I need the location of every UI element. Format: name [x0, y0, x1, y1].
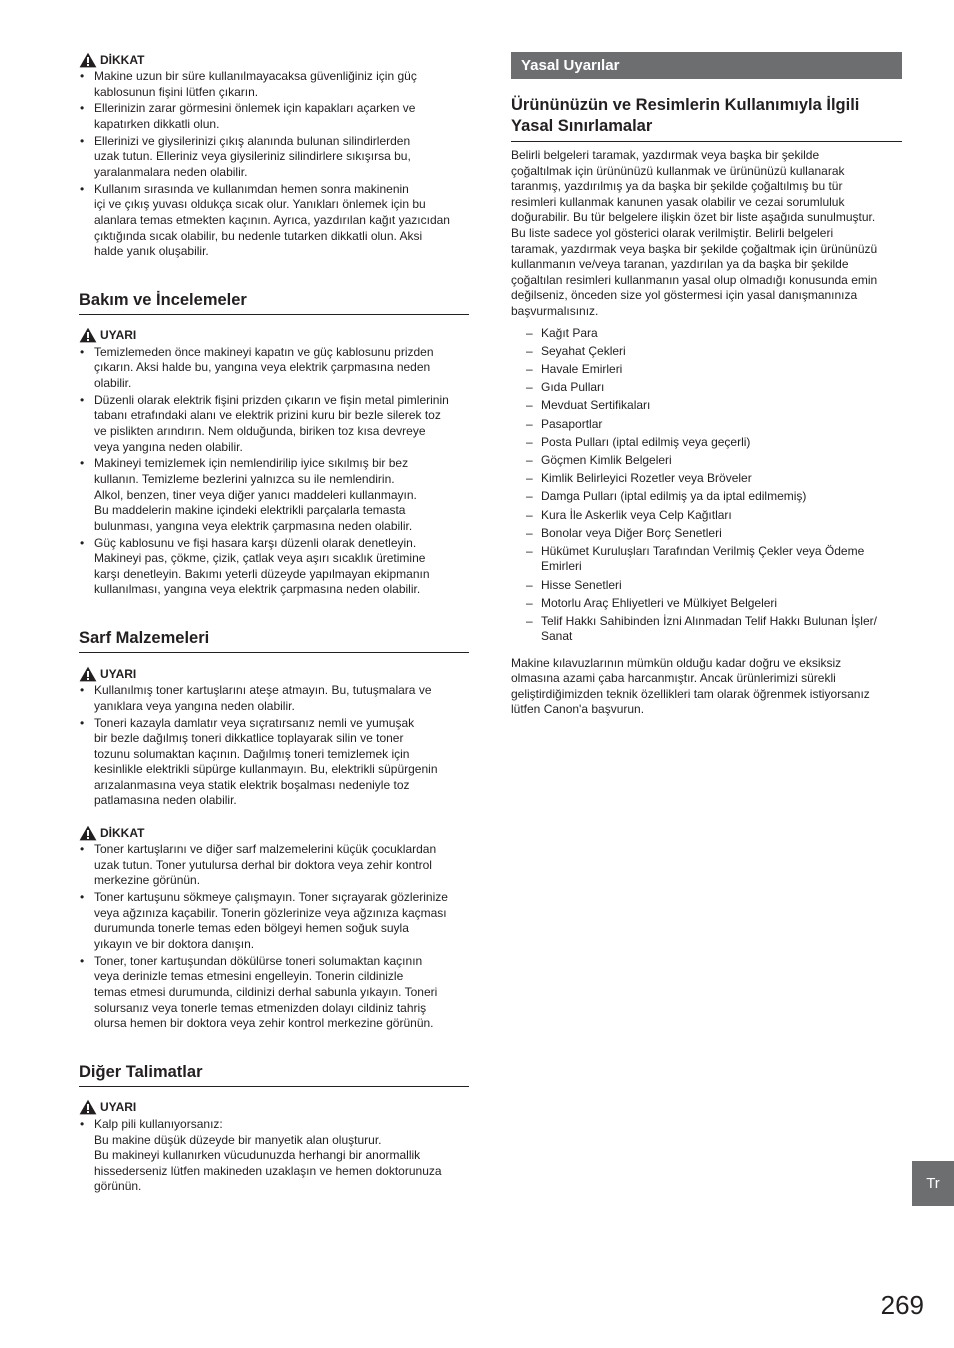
list-item: [511, 508, 902, 523]
list-item-line: • Düzenli olarak elektrik fişini prizden çıkarın ve fişin metal pimlerinin: [94, 392, 449, 407]
caution-list: [79, 69, 469, 260]
list-item-line: halde yanık oluşabilir.: [94, 244, 209, 259]
paragraph-line: değilseniz, önceden size yol göstermesi için yasal danışmanınıza: [511, 288, 858, 303]
list-item-line: • Temizlemeden önce makineyi kapatın ve güç kablosunu prizden: [94, 344, 434, 359]
list-item-line: – Telif Hakkı Sahibinden İzni Alınmadan Telif Hakkı Bulunan İşler/: [541, 613, 877, 628]
list-item: [79, 716, 469, 810]
caution-heading: [79, 50, 469, 69]
list-item-line: – Motorlu Araç Ehliyetleri ve Mülkiyet Belgeleri: [541, 595, 778, 610]
paragraph-line: resimleri kullanmak kanunen yasak olabilir ve cezai sorumluluk: [511, 194, 845, 209]
list-item: [511, 453, 902, 468]
list-item-line: durumunda tonerle temas eden bölgeyi hemen soğuk suyla: [94, 921, 409, 936]
list-item-line: uzak tutun. Toner yutulursa derhal bir doktora veya zehir kontrol: [94, 857, 432, 872]
list-item-line: • Kullanılmış toner kartuşlarını ateşe atmayın. Bu, tutuşmalara ve: [94, 683, 432, 698]
list-item-line: kapatırken dikkatli olun.: [94, 116, 220, 131]
legal-intro: [511, 148, 902, 320]
list-item-line: temas etmesi durumunda, cildinizi derhal sabunla yıkayın. Toneri: [94, 984, 438, 999]
warning-heading: [79, 664, 469, 683]
paragraph-line: Bu liste sadece yol gösterici olarak verilmiştir. Belirli belgeleri: [511, 225, 834, 240]
list-item: [511, 489, 902, 504]
list-item-line: – Seyahat Çekleri: [541, 343, 626, 358]
list-item-line: – Bonolar veya Diğer Borç Senetleri: [541, 525, 722, 540]
legal-title-line: Yasal Sınırlamalar: [511, 117, 653, 135]
list-item: [511, 362, 902, 377]
list-item: [79, 182, 469, 260]
paragraph-line: çoğaltılmak için ürününüzü kullanmak ve ürününüzü kullanarak: [511, 163, 845, 178]
list-item-line: veya ağzınıza kaçabilir. Tonerin gözlerinize veya ağzınıza kaçması: [94, 905, 447, 920]
list-item: [511, 417, 902, 432]
paragraph-line: kullanmanın ve/veya taranan, yazdırılan ya da başka bir şekilde: [511, 257, 849, 272]
list-item: [511, 578, 902, 593]
paragraph-line: taramak, yazdırmak veya başka bir şekilde çoğaltmak için ürününüzü: [511, 241, 878, 256]
list-item-line: bulunması, yangına veya elektrik çarpmasına neden olabilir.: [94, 518, 413, 533]
list-item: [511, 526, 902, 541]
list-item-line: kullanın. Temizleme bezlerini yalnızca su ile nemlendirin.: [94, 472, 395, 486]
paragraph-line: başvurmalısınız.: [511, 303, 599, 318]
list-item: [511, 596, 902, 611]
list-item-line: merkezine görünün.: [94, 873, 201, 888]
maintenance-warning-list: [79, 345, 469, 598]
list-item-line: • Güç kablosunu ve fişi hasara karşı düzenli olarak denetleyin.: [94, 535, 417, 550]
list-item-line: – Posta Pulları (iptal edilmiş veya geçerli): [541, 434, 751, 449]
legal-title: [511, 95, 902, 142]
warning-triangle-icon: [79, 825, 97, 841]
list-item-line: görünün.: [94, 1179, 142, 1194]
list-item-line: arızalanmasına veya statik elektrik boşalması nedeniyle toz: [94, 777, 410, 792]
list-item: [511, 398, 902, 413]
list-item-line: uzak tutun. Elleriniz veya giysileriniz silindirlere sıkışırsa bu,: [94, 149, 411, 164]
language-tab: Tr: [912, 1161, 954, 1206]
warning-heading: [79, 326, 469, 345]
list-item-line: solursanız veya tonerle temas etmenizden dolayı cildiniz tahriş: [94, 1000, 427, 1015]
legal-closing: [511, 656, 902, 718]
list-item-line: – Hükümet Kuruluşları Tarafından Verilmiş Çekler veya Ödeme: [541, 543, 865, 558]
section-title-consumables: Sarf Malzemeleri: [79, 629, 469, 653]
list-item: [79, 1117, 469, 1195]
restricted-documents-list: [511, 326, 902, 645]
warning-heading: [79, 1098, 469, 1117]
list-item-line: tozunu solumaktan kaçının. Dağılmış toneri temizlemek için: [94, 746, 410, 761]
paragraph-line: çoğaltılan resimleri kullanmanın yasal olup olmadığı konusunda emin: [511, 272, 878, 287]
warning-triangle-icon: [79, 52, 97, 68]
list-item: [511, 326, 902, 341]
list-item-line: alanlara temas etmekten kaçının. Ayrıca, yazdırılan kağıt yazıcıdan: [94, 212, 450, 227]
warning-triangle-icon: [79, 1099, 97, 1115]
list-item-line: – Pasaportlar: [541, 416, 603, 431]
list-item-line: çıktığında sıcak olabilir, bu nedenle tutarken dikkatli olun. Aksi: [94, 228, 423, 243]
list-item-line: • Makineyi temizlemek için nemlendirilip iyice sıkılmış bir bez: [94, 456, 409, 471]
list-item-line: • Ellerinizi ve giysilerinizi çıkış alanında bulunan silindirlerden: [94, 133, 411, 148]
list-item-line: • Makine uzun bir süre kullanılmayacaksa güvenliğiniz için güç: [94, 69, 417, 83]
list-item-line: Bu makine düşük düzeyde bir manyetik alan oluşturur.: [94, 1132, 382, 1147]
list-item-line: – Havale Emirleri: [541, 361, 623, 376]
section-title-other: Diğer Talimatlar: [79, 1063, 469, 1087]
right-column: [511, 52, 902, 718]
list-item-line: • Kalp pili kullanıyorsanız:: [94, 1116, 223, 1131]
list-item: [79, 393, 469, 455]
legal-title-line: Ürününüzün ve Resimlerin Kullanımıyla İlgili: [511, 96, 860, 114]
caution-heading: [79, 823, 469, 842]
list-item: [79, 683, 469, 714]
warning-label: UYARI: [100, 328, 137, 343]
list-item-line: – Gıda Pulları: [541, 380, 605, 395]
list-item-line: çıkarın. Aksi halde bu, yangına veya elektrik çarpmasına neden: [94, 360, 431, 375]
consumables-warning-list: [79, 683, 469, 809]
list-item: [511, 435, 902, 450]
list-item: [79, 69, 469, 100]
list-item-line: • Toner, toner kartuşundan dökülürse toneri solumaktan kaçının: [94, 953, 423, 968]
paragraph-line: taranmış, yazdırılmış ya da başka bir şekilde çoğaltılmış bu tür: [511, 179, 843, 194]
list-item-line: karşı denetleyin. Bakımı yeterli düzeyde yapılmayan ekipmanın: [94, 566, 430, 581]
list-item: [79, 954, 469, 1032]
list-item-line: yaralanmalara neden olabilir.: [94, 164, 248, 179]
other-warning-list: [79, 1117, 469, 1195]
list-item-line: kullanılması, yangına veya elektrik çarpmasına neden olabilir.: [94, 582, 421, 597]
list-item: [511, 614, 902, 645]
paragraph-line: lütfen Canon'a başvurun.: [511, 702, 645, 717]
list-item: [79, 345, 469, 392]
list-item-line: – Mevduat Sertifikaları: [541, 398, 651, 413]
list-item: [79, 842, 469, 889]
list-item: [511, 344, 902, 359]
list-item-line: • Toner kartuşlarını ve diğer sarf malzemelerini küçük çocuklardan: [94, 842, 437, 857]
warning-triangle-icon: [79, 327, 97, 343]
list-item-line: – Göçmen Kimlik Belgeleri: [541, 452, 672, 467]
list-item-line: – Hisse Senetleri: [541, 577, 622, 592]
list-item: [511, 471, 902, 486]
section-title-maintenance: Bakım ve İncelemeler: [79, 291, 469, 315]
list-item-line: Makineyi pas, çökme, çizik, çatlak veya aşırı sıcaklık üretimine: [94, 551, 426, 566]
paragraph-line: Makine kılavuzlarının mümkün olduğu kadar doğru ve eksiksiz: [511, 655, 842, 670]
section-banner: Yasal Uyarılar: [511, 52, 902, 79]
list-item-line: • Toner kartuşunu sökmeye çalışmayın. Toner sıçrayarak gözlerinize: [94, 890, 448, 905]
list-item-line: olabilir.: [94, 376, 132, 391]
list-item-line: • Toneri kazayla damlatır veya sıçratırsanız nemli ve yumuşak: [94, 715, 415, 730]
list-item-line: kablosunun fişini lütfen çıkarın.: [94, 84, 259, 99]
list-item-line: tabanı etrafındaki alanı ve elektrik prizini kuru bir bezle silerek toz: [94, 408, 441, 423]
paragraph-line: olmasına azami çaba harcanmıştır. Ancak ürünlerimizi sürekli: [511, 671, 836, 686]
list-item-line: • Kullanım sırasında ve kullanımdan hemen sonra makinenin: [94, 181, 409, 196]
list-item-line: hissederseniz lütfen makineden uzaklaşın ve hemen doktorunuza: [94, 1163, 442, 1178]
list-item-line: ve pislikten arındırın. Nem olduğunda, biriken toz kısa devreye: [94, 424, 426, 439]
list-item: [79, 134, 469, 181]
list-item-line: Alkol, benzen, tiner veya diğer yanıcı maddeleri kullanmayın.: [94, 487, 417, 502]
list-item-line: olursa hemen bir doktora veya zehir kontrol merkezine görünün.: [94, 1016, 434, 1031]
list-item-line: yanıklara veya yangına neden olabilir.: [94, 698, 295, 713]
paragraph-line: geliştirdiğimizden teknik özellikleri tam olarak öğrenmek istiyorsanız: [511, 686, 870, 701]
consumables-caution-list: [79, 842, 469, 1032]
list-item: [79, 456, 469, 534]
list-item-line: – Kimlik Belirleyici Rozetler veya Bröveler: [541, 471, 752, 486]
caution-label: DİKKAT: [100, 825, 145, 840]
list-item-line: patlamasına neden olabilir.: [94, 793, 237, 808]
list-item-line: – Kura İle Askerlik veya Celp Kağıtları: [541, 507, 732, 522]
list-item-line: • Ellerinizin zarar görmesini önlemek için kapakları açarken ve: [94, 101, 416, 116]
list-item-line: Bu maddelerin makine içindeki elektrikli parçalarla temasta: [94, 503, 406, 518]
paragraph-line: doğurabilir. Bu tür belgelere ilişkin özet bir liste aşağıda sunulmuştur.: [511, 210, 876, 225]
list-item: [79, 536, 469, 598]
list-item-line: – Kağıt Para: [541, 325, 598, 340]
warning-label: UYARI: [100, 1100, 137, 1115]
page-number: 269: [880, 1290, 924, 1320]
list-item-line: Sanat: [541, 629, 573, 644]
list-item-line: kesinlikle elektrikli süpürge kullanmayın. Bu, elektrikli süpürgenin: [94, 762, 438, 777]
list-item-line: yıkayın ve bir doktora danışın.: [94, 937, 255, 951]
caution-label: DİKKAT: [100, 52, 145, 67]
paragraph-line: Belirli belgeleri taramak, yazdırmak veya başka bir şekilde: [511, 148, 820, 162]
list-item-line: veya derinizle temas etmesini engelleyin. Tonerin cildinizle: [94, 969, 404, 984]
list-item: [511, 544, 902, 575]
list-item-line: – Damga Pulları (iptal edilmiş ya da iptal edilmemiş): [541, 489, 807, 504]
list-item: [79, 890, 469, 952]
left-column: [79, 50, 469, 1196]
warning-label: UYARI: [100, 666, 137, 681]
list-item-line: içi ve çıkış yuvası oldukça sıcak olur. Yanıkları önlemek için bu: [94, 197, 426, 212]
list-item-line: bir bezle dağılmış toneri dikkatlice toplayarak silin ve toner: [94, 731, 404, 746]
list-item-line: Emirleri: [541, 559, 582, 574]
list-item: [79, 101, 469, 132]
list-item: [511, 380, 902, 395]
list-item-line: veya yangına neden olabilir.: [94, 439, 243, 454]
warning-triangle-icon: [79, 666, 97, 682]
list-item-line: Bu makineyi kullanırken vücudunuzda herhangi bir anormallik: [94, 1148, 421, 1163]
